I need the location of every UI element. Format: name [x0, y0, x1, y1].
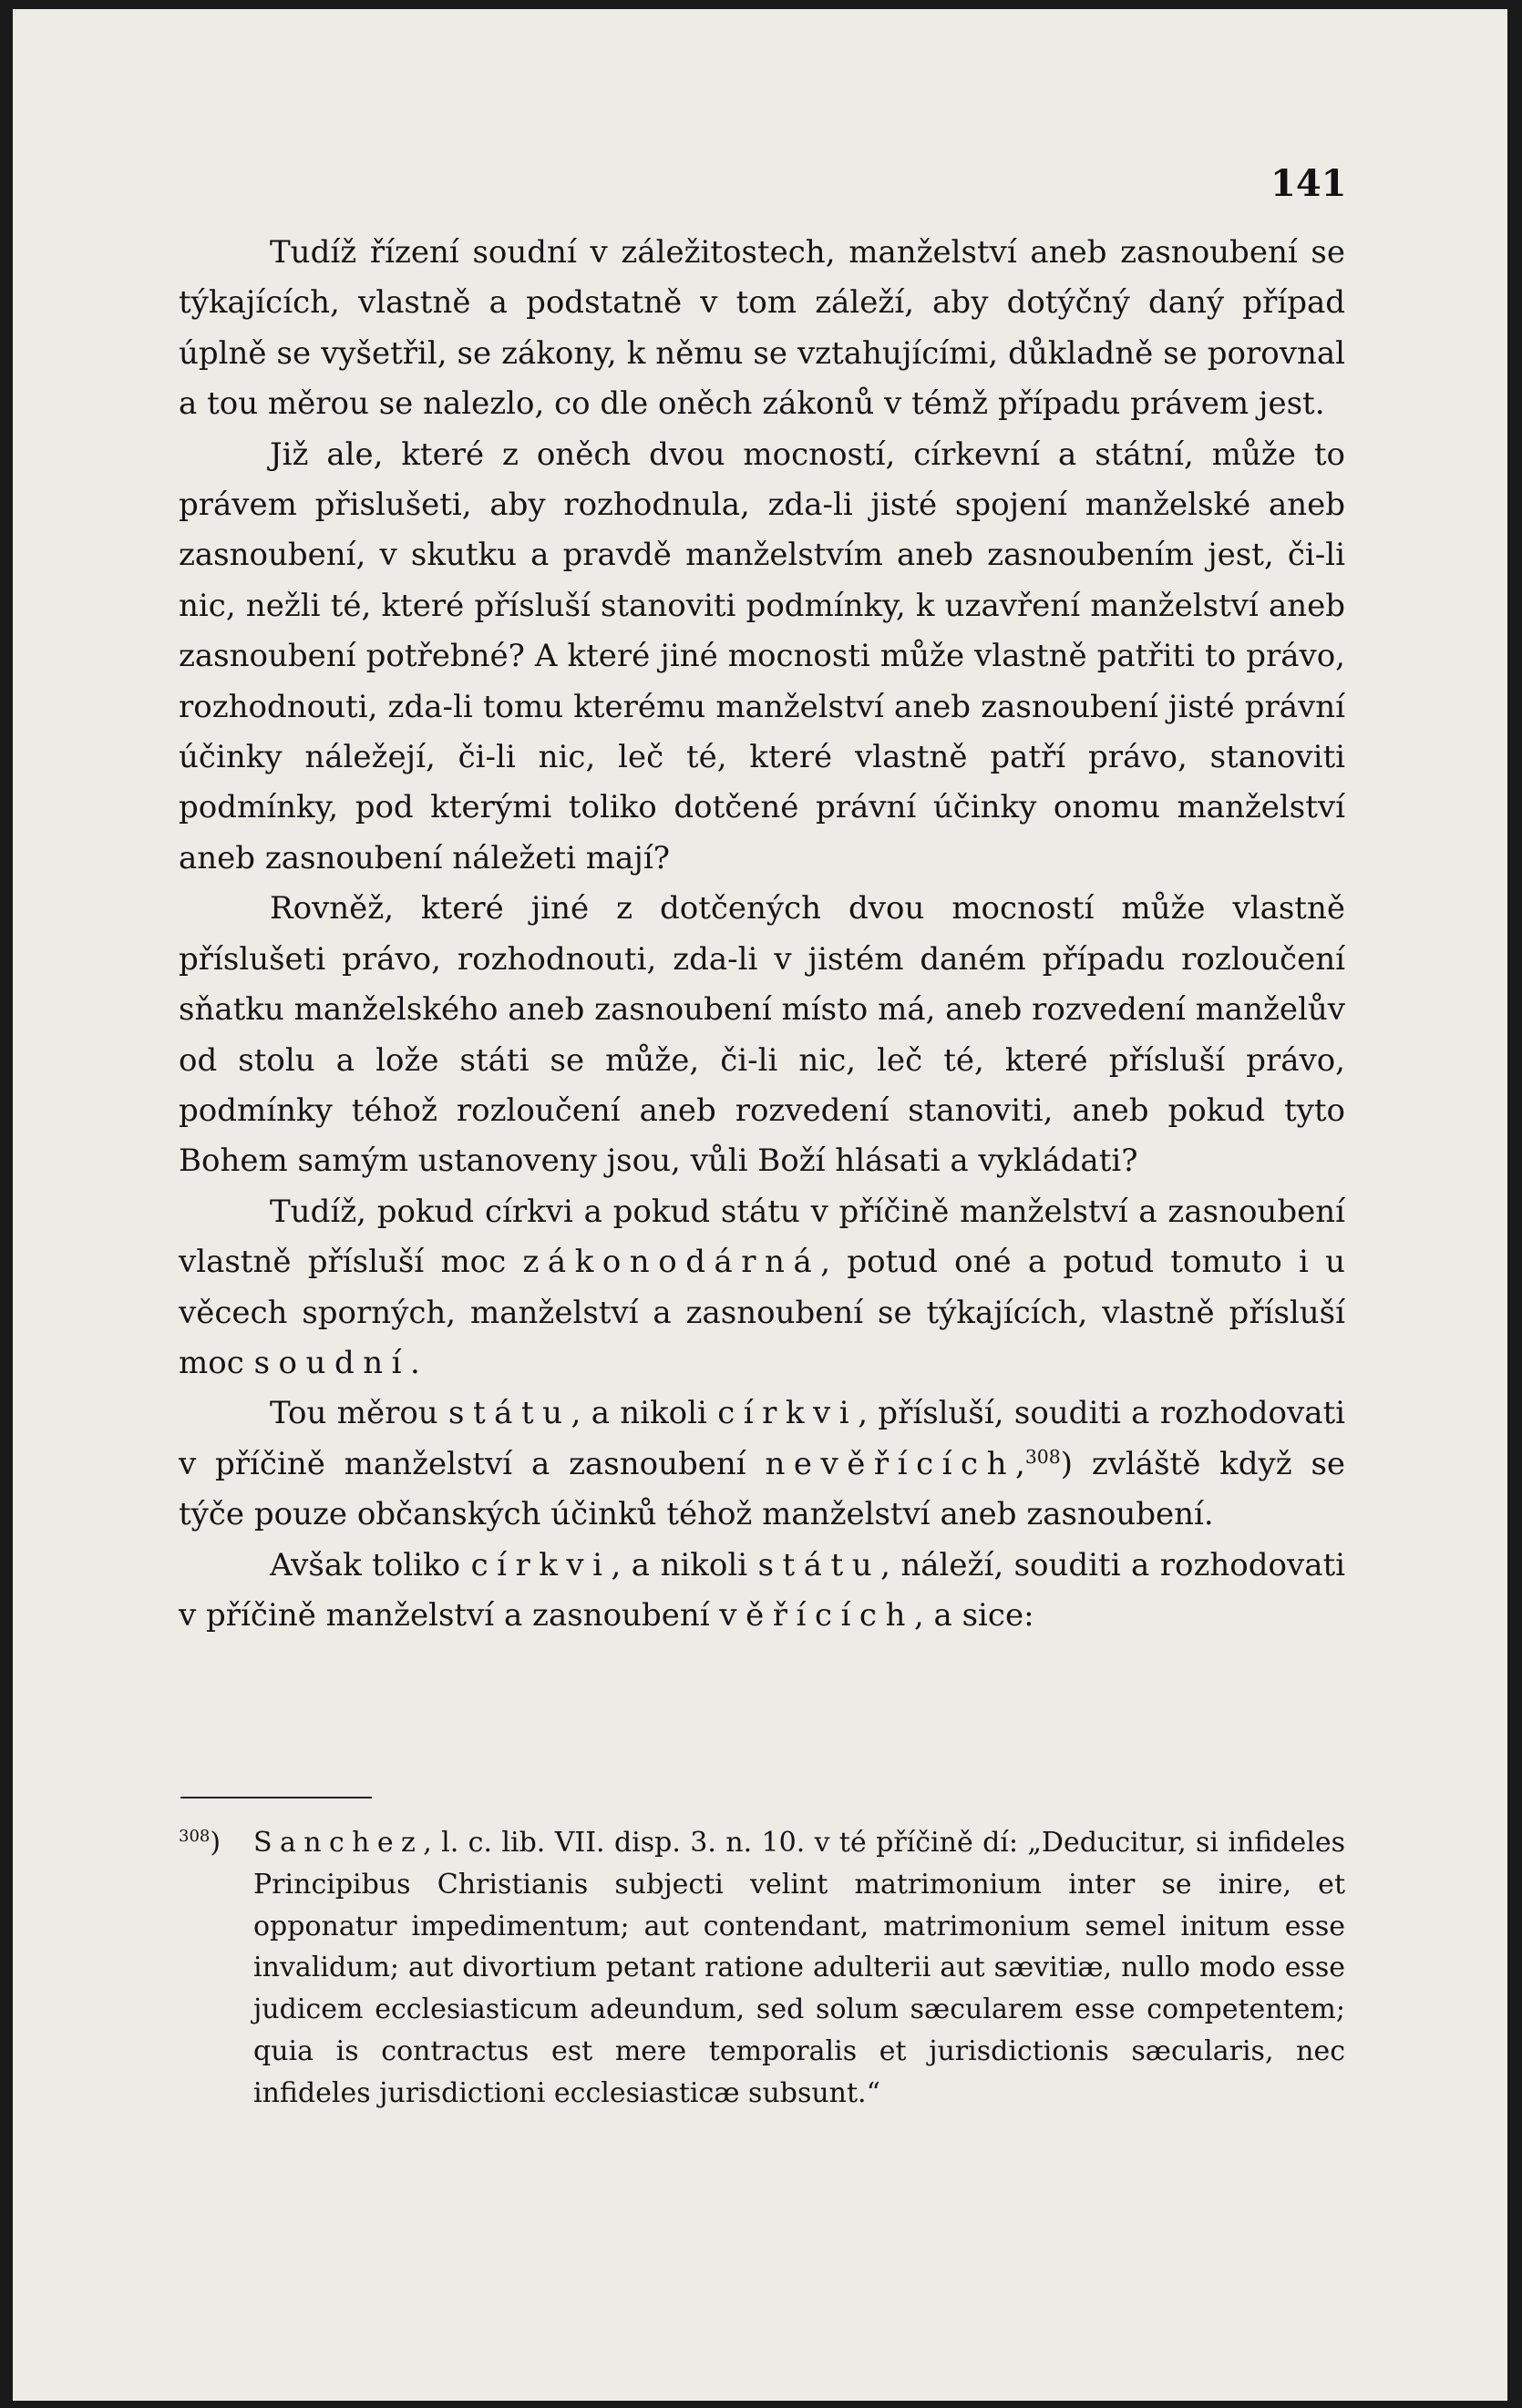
emphasis-statu: státu [448, 1395, 571, 1432]
emphasis-vericich: věřících [719, 1596, 914, 1634]
paragraph-1: Tudíž řízení soudní v záležitostech, manželství aneb zasnoubení se týkajících, vlastně a podstatně v tom záleží, aby dotýčný daný případ úplně se vyšetřil, se zákony, k němu se vztahujícími, důkladně se porovnal a tou měrou se nalezlo, co dle oněch zákonů v témž případu právem jest. [179, 234, 1345, 423]
paragraph-6 [179, 1541, 1345, 1642]
paragraph-4-text: . [410, 1344, 420, 1381]
paragraph-5-text: , a nikoli [571, 1395, 718, 1432]
page-number: 141 [1270, 162, 1347, 205]
paragraph-5-text: , [1015, 1445, 1025, 1482]
paragraph-5-text: Tou měrou [270, 1395, 449, 1432]
footnote-author: Sanchez [253, 1827, 424, 1859]
emphasis-soudni: soudní [253, 1344, 411, 1381]
emphasis-zakonodarna: zákonodárná [522, 1244, 821, 1281]
footnote-divider [180, 1797, 372, 1798]
paragraph-6-text: , náleží, souditi a rozhodovati v příčině manželství a zasnoubení [179, 1546, 1346, 1634]
paragraph-4-text: , potud oné a potud tomuto i u věcech sporných, manželství a zasnoubení se týkajících, vlastně přísluší moc [179, 1244, 1345, 1381]
emphasis-cirkvi: církvi [717, 1395, 859, 1432]
footnote-number: 308 [179, 1827, 211, 1847]
paragraph-4 [179, 1187, 1345, 1389]
book-page [13, 9, 1507, 2401]
emphasis-cirkvi: církvi [470, 1546, 612, 1583]
paragraph-5-text: ) zvláště když se týče pouze občanských účinků téhož manželství aneb zasnoubení. [179, 1445, 1346, 1533]
paragraph-5 [179, 1388, 1345, 1540]
footnote [179, 1822, 1345, 2115]
footnote-reference[interactable]: 308 [1024, 1445, 1061, 1468]
paragraph-4-text: Tudíž, pokud církvi a pokud státu v příčině manželství a zasnoubení vlastně přísluší moc [179, 1193, 1345, 1281]
footnote-marker-paren: ) [210, 1827, 221, 1859]
footnote-308 [179, 1822, 1345, 2115]
paragraph-6-text: Avšak toliko [270, 1546, 471, 1583]
emphasis-neverici: nevěřících [765, 1445, 1015, 1482]
footnote-text: , l. c. lib. VII. disp. 3. n. 10. v té příčině dí: „Deducitur, si infideles Principibus Christianis subjecti velint matrimonium inter se inire, et opponatur impedimentum; aut contendant, matrimonium semel initum esse invalidum; aut divortium petant ratione adulterii aut sævitiæ, nullo modo esse judicem ecclesiasticum adeundum, sed solum sæcularem esse competentem; quia is contractus est mere temporalis et jurisdictionis sæcularis, nec infideles jurisdictioni ecclesiasticæ subsunt.“ [253, 1827, 1345, 2109]
paragraph-6-text: , a sice: [913, 1596, 1034, 1634]
footnote-marker [179, 1822, 253, 1864]
emphasis-statu: státu [757, 1546, 881, 1583]
paragraph-5-text: , přísluší, souditi a rozhodovati v příčině manželství a zasnoubení [179, 1395, 1346, 1482]
main-text [179, 228, 1345, 1641]
paragraph-6-text: , a nikoli [611, 1546, 758, 1583]
paragraph-3: Rovněž, které jiné z dotčených dvou mocností může vlastně příslušeti právo, rozhodnouti, zda-li v jistém daném případu rozloučení sňatku manželského aneb zasnoubení místo má, aneb rozvedení manželův od stolu a lože státi se může, či-li nic, leč té, které přísluší právo, podmínky téhož rozloučení aneb rozvedení stanoviti, aneb pokud tyto Bohem samým ustanoveny jsou, vůli Boží hlásati a vykládati? [179, 890, 1345, 1180]
paragraph-2: Již ale, které z oněch dvou mocností, církevní a státní, může to právem přislušeti, aby rozhodnula, zda-li jisté spojení manželské aneb zasnoubení, v skutku a pravdě manželstvím aneb zasnoubením jest, či-li nic, nežli té, které přísluší stanoviti podmínky, k uzavření manželství aneb zasnoubení potřebné? A které jiné mocnosti může vlastně patřiti to právo, rozhodnouti, zda-li tomu kterému manželství aneb zasnoubení jisté právní účinky náležejí, či-li nic, leč té, které vlastně patří právo, stanoviti podmínky, pod kterými toliko dotčené právní účinky onomu manželství aneb zasnoubení náležeti mají? [179, 435, 1345, 876]
